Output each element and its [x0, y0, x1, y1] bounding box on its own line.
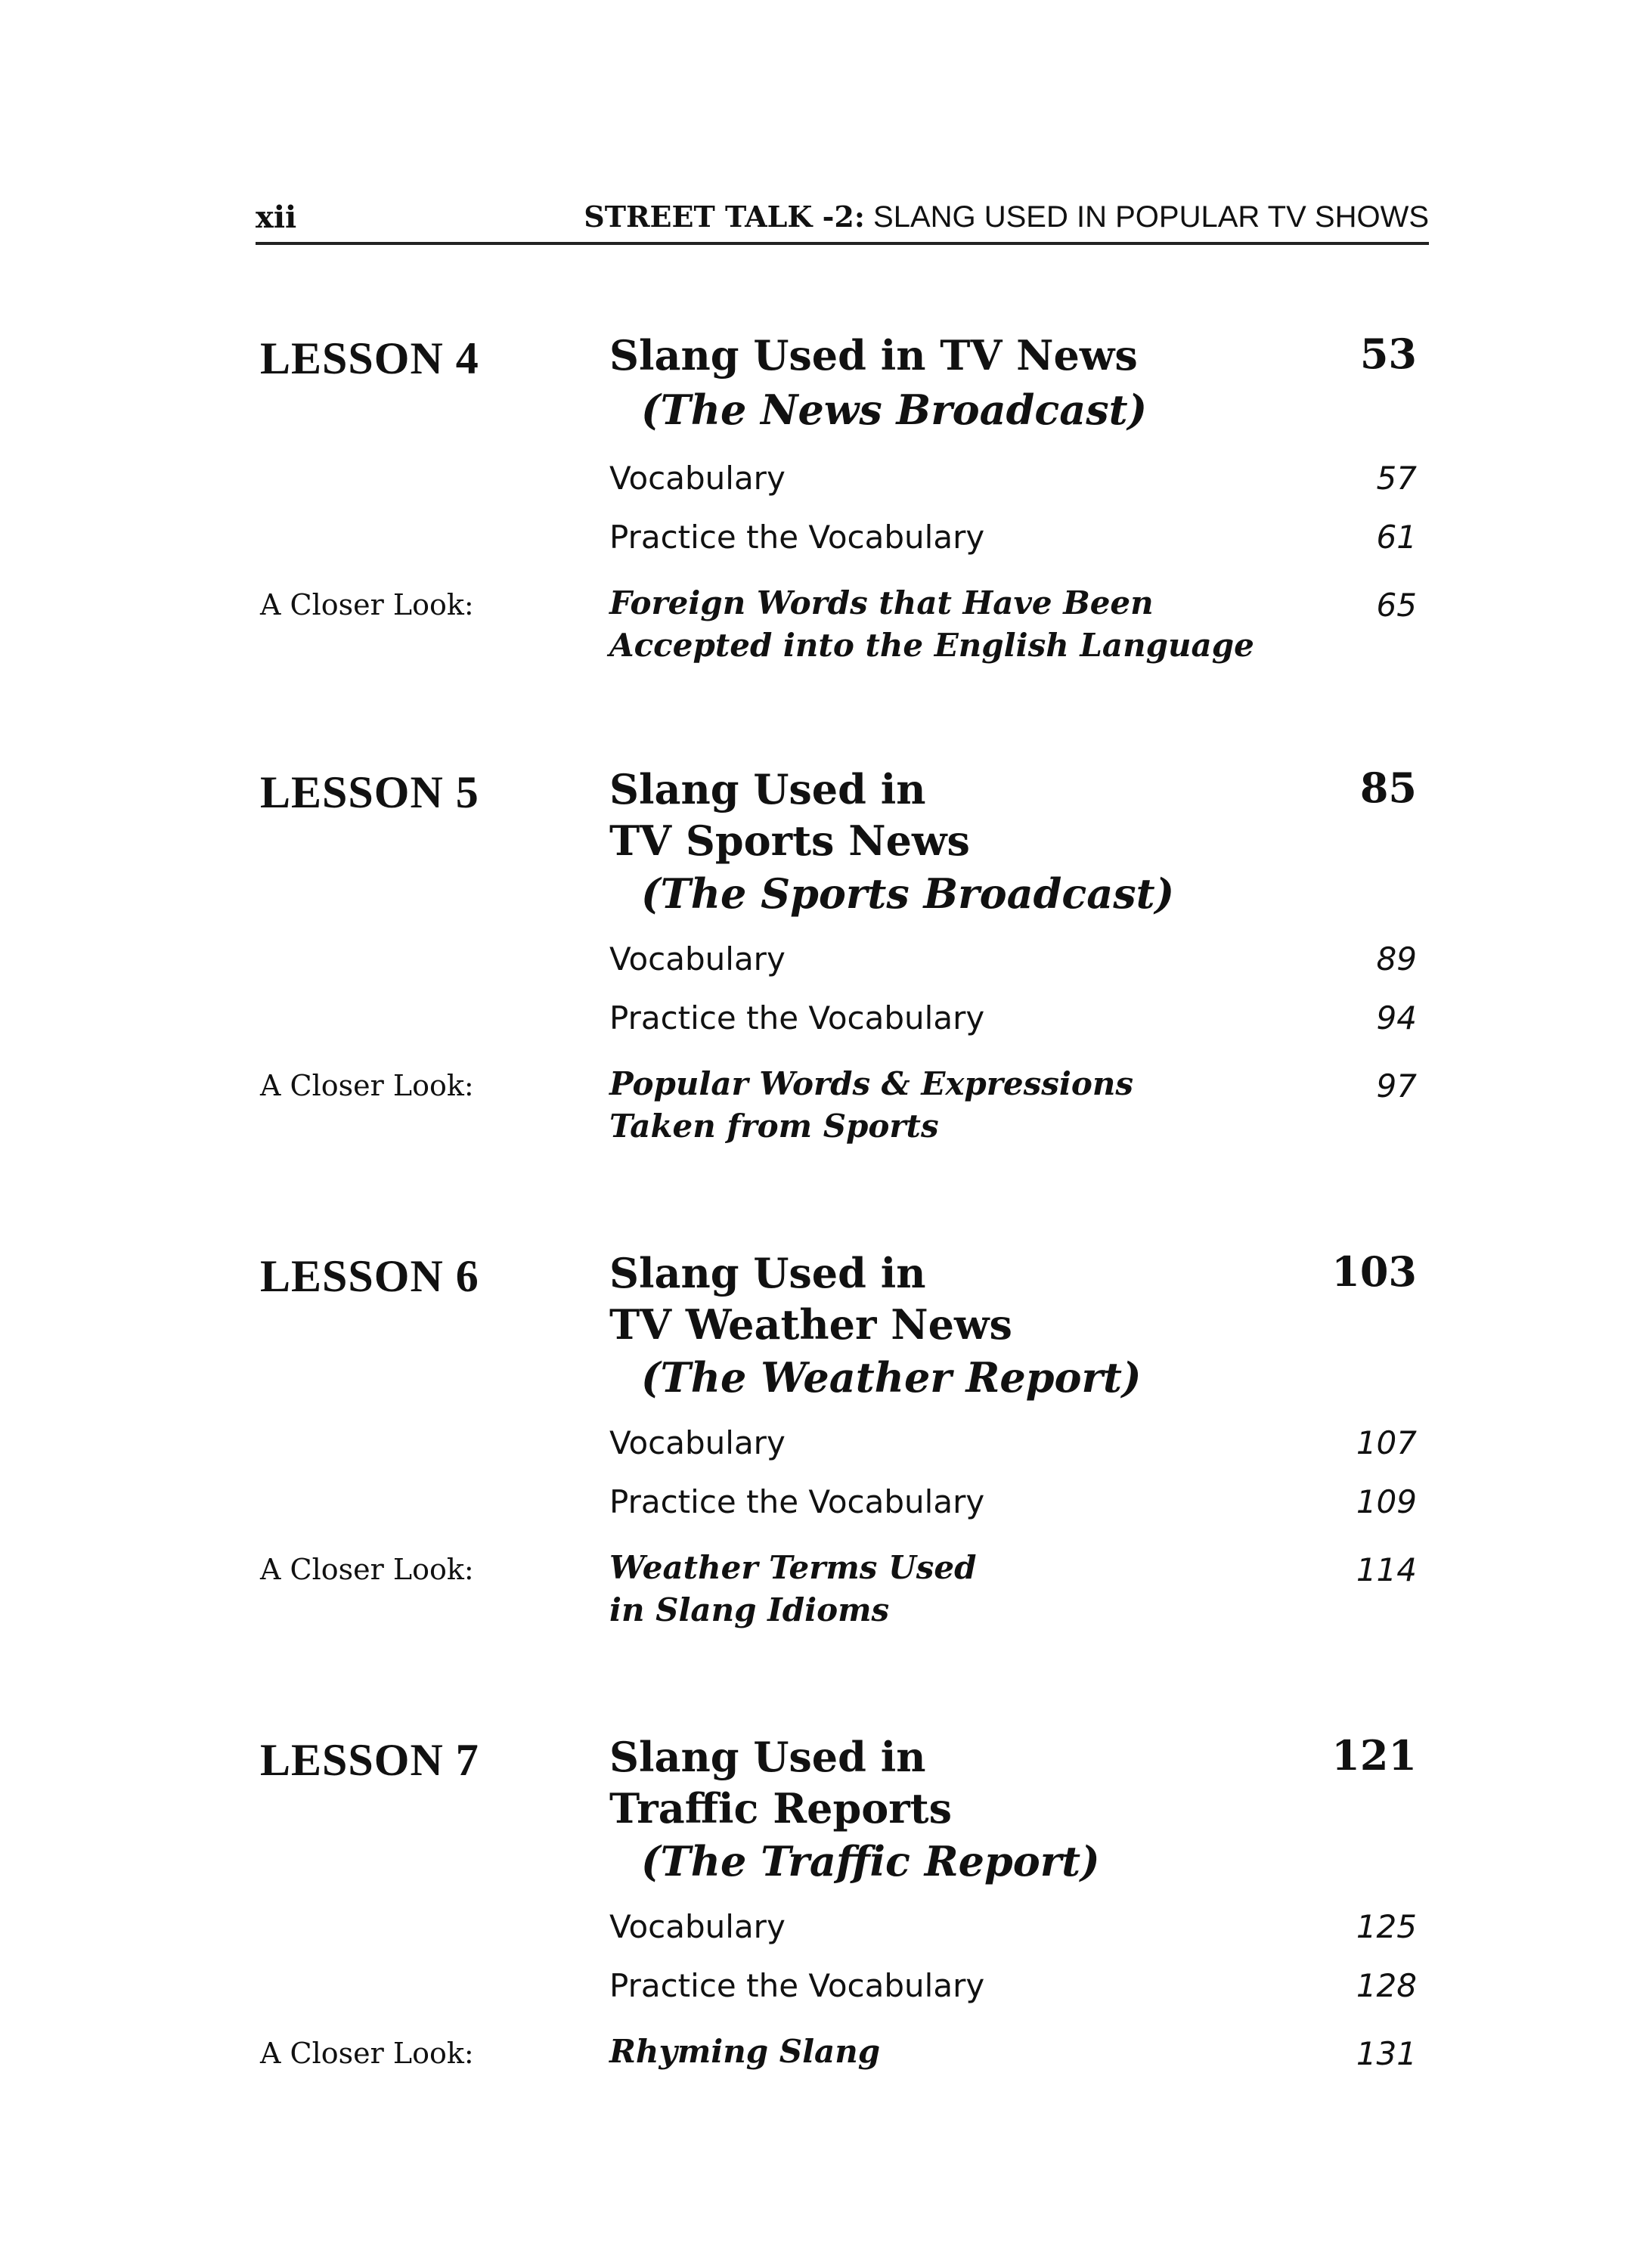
- lesson-label: LESSON 5: [260, 767, 479, 817]
- entry-page-number: 107: [1356, 1424, 1417, 1461]
- entry-page-number: 94: [1376, 999, 1417, 1036]
- page-number: xii: [256, 200, 297, 235]
- closer-look-title[interactable]: [609, 1547, 976, 1631]
- closer-title-line: Popular Words & Expressions: [609, 1065, 1134, 1102]
- entry-vocabulary[interactable]: Vocabulary: [609, 940, 786, 978]
- closer-look-title[interactable]: [609, 2031, 880, 2073]
- closer-look-label: A Closer Look:: [260, 2037, 474, 2070]
- lesson-title-line: Slang Used in TV News: [609, 331, 1138, 380]
- entry-vocabulary[interactable]: Vocabulary: [609, 460, 786, 497]
- closer-page-number: 65: [1376, 587, 1417, 624]
- closer-title-line: in Slang Idioms: [609, 1591, 890, 1628]
- entry-vocabulary[interactable]: Vocabulary: [609, 1908, 786, 1945]
- entry-page-number: 125: [1356, 1908, 1417, 1945]
- lesson-page-number: 121: [1331, 1731, 1417, 1780]
- entry-practice[interactable]: Practice the Vocabulary: [609, 999, 985, 1036]
- lesson-subtitle: (The Traffic Report): [641, 1837, 1100, 1885]
- closer-look-label: A Closer Look:: [260, 588, 474, 621]
- lesson-page-number: 53: [1359, 330, 1417, 378]
- entry-practice[interactable]: Practice the Vocabulary: [609, 1483, 985, 1520]
- book-title-series: STREET TALK -2:: [584, 200, 865, 234]
- entry-page-number: 57: [1376, 460, 1417, 497]
- lesson-subtitle: (The Sports Broadcast): [641, 869, 1175, 918]
- closer-look-title[interactable]: [609, 582, 1254, 667]
- closer-page-number: 114: [1356, 1551, 1417, 1588]
- entry-page-number: 61: [1376, 519, 1417, 556]
- lesson-title[interactable]: [609, 1731, 952, 1834]
- lesson-title-line: TV Sports News: [609, 816, 970, 865]
- entry-practice[interactable]: Practice the Vocabulary: [609, 519, 985, 556]
- entry-vocabulary[interactable]: Vocabulary: [609, 1424, 786, 1461]
- lesson-subtitle: (The Weather Report): [641, 1353, 1142, 1402]
- lesson-title-line: Traffic Reports: [609, 1784, 953, 1833]
- lesson-label: LESSON 7: [260, 1735, 479, 1785]
- entry-page-number: 109: [1356, 1483, 1417, 1520]
- closer-title-line: Weather Terms Used: [609, 1549, 977, 1586]
- closer-look-title[interactable]: [609, 1063, 1133, 1148]
- lesson-label: LESSON 6: [260, 1251, 479, 1301]
- running-header: [256, 195, 1429, 245]
- closer-title-line: Taken from Sports: [609, 1108, 939, 1145]
- closer-title-line: Rhyming Slang: [609, 2033, 881, 2070]
- book-title: [584, 200, 1429, 234]
- lesson-title[interactable]: [609, 1247, 1012, 1350]
- lesson-title[interactable]: [609, 330, 1138, 381]
- entry-page-number: 128: [1356, 1967, 1417, 2004]
- entry-practice[interactable]: Practice the Vocabulary: [609, 1967, 985, 2004]
- closer-look-label: A Closer Look:: [260, 1553, 474, 1586]
- entry-page-number: 89: [1376, 940, 1417, 978]
- lesson-title[interactable]: [609, 764, 970, 866]
- lesson-subtitle: (The News Broadcast): [641, 386, 1148, 434]
- closer-look-label: A Closer Look:: [260, 1069, 474, 1102]
- lesson-title-line: Slang Used in: [609, 1733, 926, 1781]
- book-title-subtitle: SLANG USED IN POPULAR TV SHOWS: [873, 200, 1429, 234]
- lesson-label: LESSON 4: [260, 333, 479, 383]
- lesson-title-line: TV Weather News: [609, 1300, 1012, 1349]
- lesson-title-line: Slang Used in: [609, 765, 926, 813]
- closer-title-line: Accepted into the English Language: [609, 627, 1254, 664]
- lesson-title-line: Slang Used in: [609, 1249, 926, 1297]
- lesson-page-number: 103: [1331, 1247, 1417, 1296]
- closer-page-number: 97: [1376, 1067, 1417, 1105]
- closer-title-line: Foreign Words that Have Been: [609, 584, 1154, 621]
- lesson-page-number: 85: [1359, 764, 1417, 812]
- closer-page-number: 131: [1356, 2035, 1417, 2072]
